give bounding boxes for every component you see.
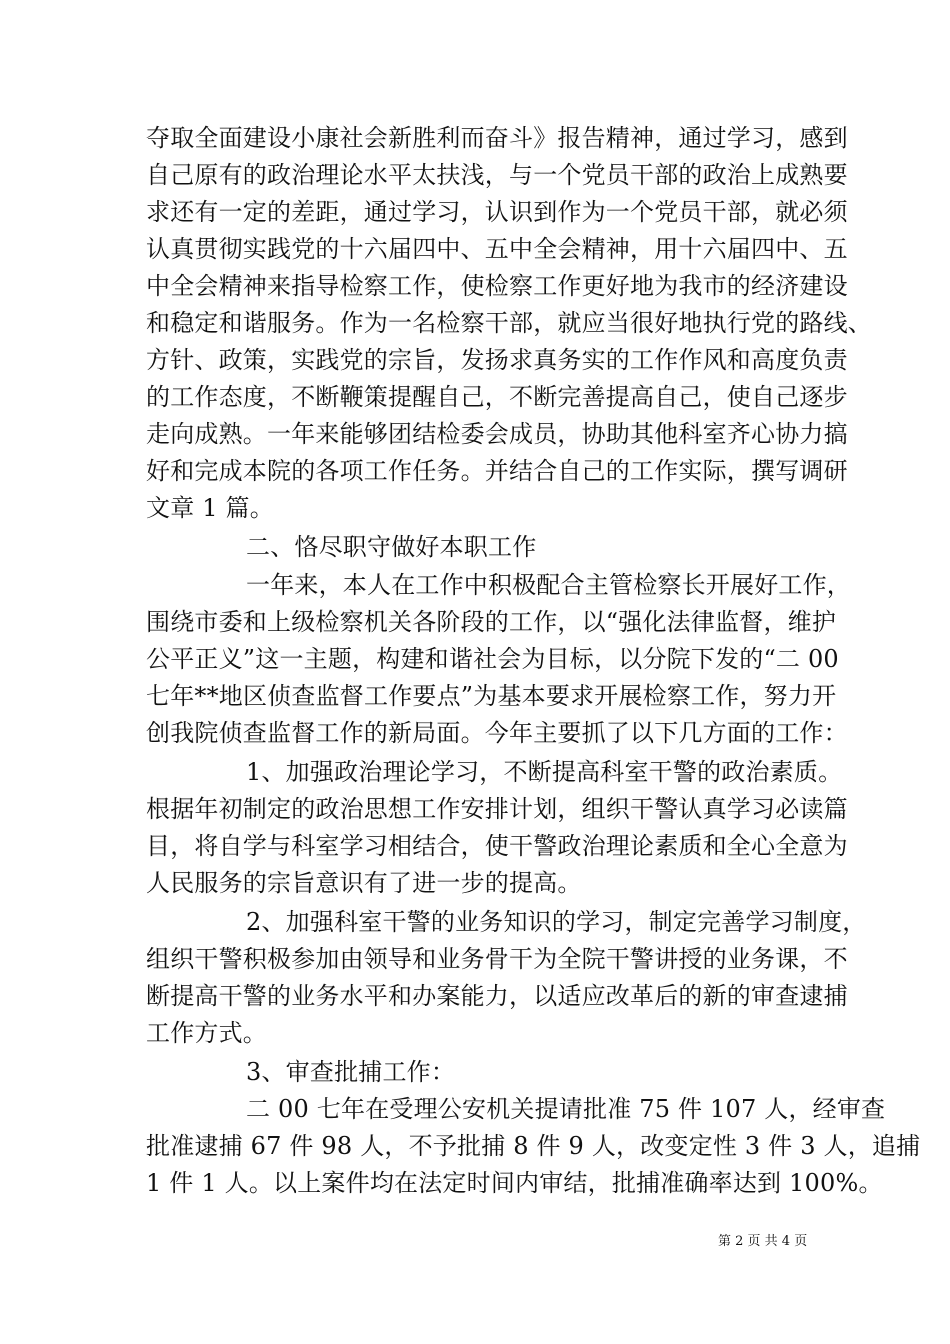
text-line: 目，将自学与科室学习相结合，使干警政治理论素质和全心全意为 xyxy=(146,832,848,860)
paragraph-first-line: 二 00 七年在受理公安机关提请批准 75 件 107 人，经审查 xyxy=(246,1095,886,1123)
text-line: 人民服务的宗旨意识有了进一步的提高。 xyxy=(146,869,582,897)
text-line: 文章 1 篇。 xyxy=(146,494,274,522)
text-line: 断提高干警的业务水平和办案能力，以适应改革后的新的审查逮捕 xyxy=(146,982,848,1010)
text-line: 求还有一定的差距，通过学习，认识到作为一个党员干部，就必须 xyxy=(146,198,848,226)
text-line: 围绕市委和上级检察机关各阶段的工作，以“强化法律监督，维护 xyxy=(146,608,837,636)
text-line: 1 件 1 人。以上案件均在法定时间内审结，批捕准确率达到 100%。 xyxy=(146,1169,883,1197)
list-item-heading: 3、审查批捕工作： xyxy=(246,1058,456,1086)
text-line: 七年**地区侦查监督工作要点”为基本要求开展检察工作，努力开 xyxy=(146,682,837,710)
section-heading: 二、恪尽职守做好本职工作 xyxy=(246,533,537,561)
text-line: 根据年初制定的政治思想工作安排计划，组织干警认真学习必读篇 xyxy=(146,795,848,823)
page-number: 第 2 页 共 4 页 xyxy=(718,1234,808,1249)
text-line: 批准逮捕 67 件 98 人，不予批捕 8 件 9 人，改变定性 3 件 3 人，追捕 xyxy=(146,1132,921,1160)
text-line: 创我院侦查监督工作的新局面。今年主要抓了以下几方面的工作： xyxy=(146,719,848,747)
text-line: 方针、政策，实践党的宗旨，发扬求真务实的工作作风和高度负责 xyxy=(146,346,848,374)
text-line: 中全会精神来指导检察工作，使检察工作更好地为我市的经济建设 xyxy=(146,272,848,300)
text-line: 公平正义”这一主题，构建和谐社会为目标，以分院下发的“二 00 xyxy=(146,645,839,673)
paragraph-first-line: 一年来，本人在工作中积极配合主管检察长开展好工作， xyxy=(246,571,851,599)
text-line: 工作方式。 xyxy=(146,1019,267,1047)
text-line: 和稳定和谐服务。作为一名检察干部，就应当很好地执行党的路线、 xyxy=(146,309,872,337)
list-item-heading: 1、加强政治理论学习，不断提高科室干警的政治素质。 xyxy=(246,758,843,786)
text-line: 认真贯彻实践党的十六届四中、五中全会精神，用十六届四中、五 xyxy=(146,235,848,263)
text-line: 好和完成本院的各项工作任务。并结合自己的工作实际，撰写调研 xyxy=(146,457,848,485)
text-line: 走向成熟。一年来能够团结检委会成员，协助其他科室齐心协力搞 xyxy=(146,420,848,448)
text-line: 组织干警积极参加由领导和业务骨干为全院干警讲授的业务课，不 xyxy=(146,945,848,973)
text-line: 的工作态度，不断鞭策提醒自己，不断完善提高自己，使自己逐步 xyxy=(146,383,848,411)
text-line: 自己原有的政治理论水平太扶浅，与一个党员干部的政治上成熟要 xyxy=(146,161,848,189)
text-line: 夺取全面建设小康社会新胜利而奋斗》报告精神，通过学习，感到 xyxy=(146,124,848,152)
list-item-heading: 2、加强科室干警的业务知识的学习，制定完善学习制度， xyxy=(246,908,867,936)
